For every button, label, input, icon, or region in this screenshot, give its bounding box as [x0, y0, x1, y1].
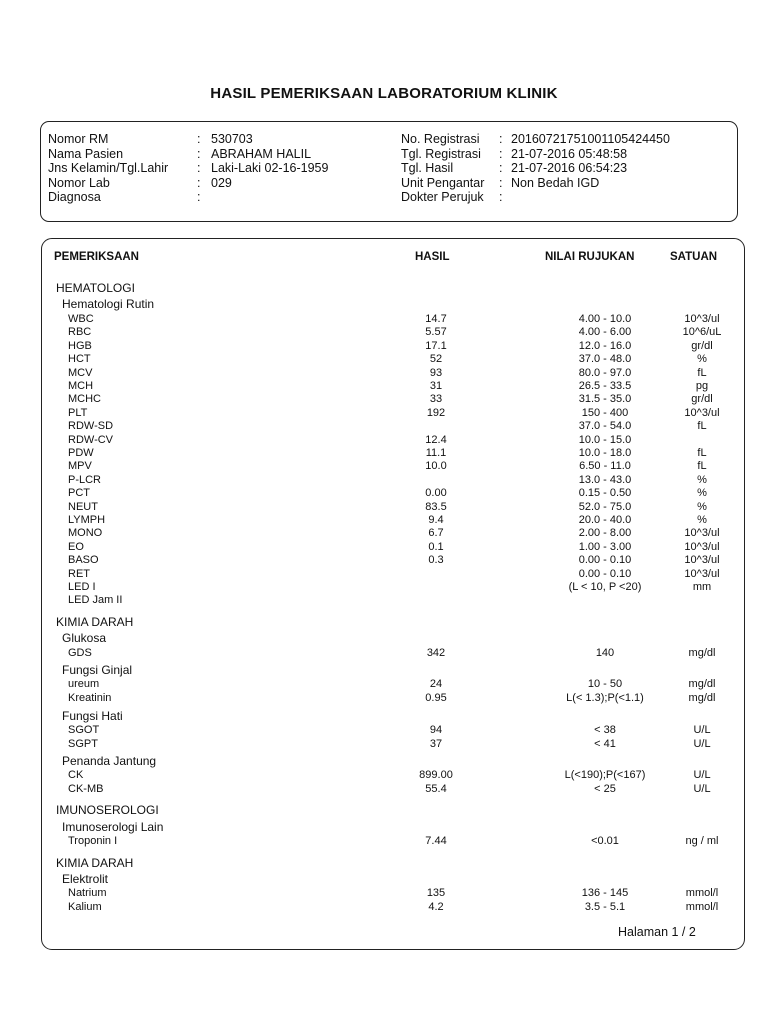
test-unit: %: [697, 353, 707, 366]
test-reference: 0.00 - 0.10: [578, 554, 632, 567]
test-result: 93: [429, 366, 443, 379]
test-name: HCT: [68, 353, 91, 366]
patient-info-row: [48, 190, 728, 204]
section-kimia-darah-2: KIMIA DARAH: [56, 856, 134, 870]
info-label: Nomor Lab: [48, 176, 110, 190]
info-colon: :: [197, 132, 201, 146]
test-result: 9.4: [428, 514, 444, 526]
table-row: [0, 724, 768, 737]
test-reference: 37.0 - 48.0: [578, 353, 632, 366]
test-result: 94: [429, 724, 443, 736]
section-imunoserologi: IMUNOSEROLOGI: [56, 803, 159, 817]
test-name: CK: [68, 769, 84, 781]
test-result: 5.57: [425, 326, 447, 339]
subsection-glukosa: Glukosa: [62, 631, 107, 645]
test-unit: %: [697, 514, 707, 526]
patient-info-row: [48, 161, 728, 175]
info-colon-2: :: [499, 132, 503, 146]
test-unit: fL: [697, 420, 707, 433]
test-unit: mg/dl: [688, 647, 716, 659]
subsection-fungsi-hati: Fungsi Hati: [62, 709, 123, 723]
test-result: 7.44: [425, 835, 447, 847]
test-result: 55.4: [425, 783, 447, 795]
test-result: 342: [426, 647, 446, 659]
test-name: RET: [68, 567, 90, 580]
test-reference: 4.00 - 6.00: [578, 326, 632, 339]
test-name: Kalium: [68, 901, 102, 913]
table-row: [0, 313, 768, 326]
table-row: [0, 554, 768, 567]
test-name: GDS: [68, 647, 92, 659]
info-colon: :: [197, 147, 201, 161]
test-reference: < 41: [594, 738, 616, 750]
test-result: 6.7: [428, 527, 444, 540]
test-reference: 10.0 - 18.0: [578, 447, 632, 459]
subsection-elektrolit: Elektrolit: [62, 872, 109, 886]
test-name: PCT: [68, 487, 90, 500]
table-row: [0, 594, 768, 607]
test-name: Natrium: [68, 887, 107, 899]
table-row: [0, 738, 768, 751]
table-row: [0, 678, 768, 691]
test-reference: 52.0 - 75.0: [578, 500, 632, 513]
table-row: [0, 420, 768, 433]
test-reference: 6.50 - 11.0: [579, 460, 631, 473]
test-name: SGPT: [68, 738, 98, 750]
subsection-imunoserologi-lain: Imunoserologi Lain: [62, 820, 164, 834]
test-unit: fL: [697, 366, 707, 379]
header-pemeriksaan: PEMERIKSAAN: [54, 251, 139, 263]
table-row: [0, 380, 768, 393]
table-row: [0, 434, 768, 447]
test-result: 24: [429, 678, 443, 690]
test-unit: gr/dl: [691, 393, 713, 406]
test-unit: 10^3/ul: [684, 406, 720, 419]
test-name: ureum: [68, 678, 100, 690]
table-row: [0, 514, 768, 527]
test-name: EO: [68, 540, 84, 553]
info-colon: :: [197, 190, 201, 204]
test-reference: 2.00 - 8.00: [578, 527, 632, 540]
info-label-2: Tgl. Hasil: [401, 161, 454, 175]
test-name: P-LCR: [68, 473, 102, 486]
test-name: LED Jam II: [68, 594, 123, 607]
info-label-2: Unit Pengantar: [401, 176, 485, 190]
test-unit: U/L: [693, 724, 711, 736]
table-row: [0, 887, 768, 900]
test-result: 31: [429, 380, 443, 392]
info-colon-2: :: [499, 161, 503, 175]
test-unit: mmol/l: [685, 901, 719, 913]
test-reference: 80.0 - 97.0: [578, 366, 632, 379]
test-name: CK-MB: [68, 783, 104, 795]
test-reference: 13.0 - 43.0: [578, 473, 632, 486]
test-unit: %: [697, 487, 707, 500]
test-unit: U/L: [693, 769, 711, 781]
test-unit: mm: [692, 581, 712, 593]
info-value-2: 21-07-2016 06:54:23: [511, 161, 628, 175]
test-reference: 0.00 - 0.10: [578, 567, 632, 580]
test-result: 0.95: [425, 692, 447, 704]
test-name: MCV: [68, 366, 93, 379]
test-reference: 12.0 - 16.0: [578, 339, 632, 352]
info-value: ABRAHAM HALIL: [211, 147, 312, 161]
test-unit: 10^3/ul: [684, 313, 720, 325]
test-result: 17.1: [425, 339, 447, 352]
table-row: [0, 474, 768, 487]
test-name: MCH: [68, 380, 94, 392]
test-unit: U/L: [693, 738, 711, 750]
test-unit: U/L: [693, 783, 711, 795]
test-unit: mmol/l: [685, 887, 719, 899]
test-reference: L(<190);P(<167): [564, 769, 646, 781]
subsection-penanda-jantung: Penanda Jantung: [62, 754, 157, 768]
table-row: [0, 326, 768, 339]
test-unit: %: [697, 473, 707, 486]
test-reference: <0.01: [591, 835, 619, 847]
test-reference: 140: [595, 647, 615, 659]
test-result: 12.4: [425, 433, 447, 446]
test-reference: L(< 1.3);P(<1.1): [566, 692, 644, 704]
test-unit: 10^3/ul: [684, 540, 720, 553]
table-row: [0, 460, 768, 473]
table-row: [0, 393, 768, 406]
table-row: [0, 527, 768, 540]
test-name: PLT: [68, 406, 88, 419]
table-row: [0, 692, 768, 705]
test-result: 33: [429, 393, 443, 406]
test-name: Troponin I: [68, 835, 118, 847]
test-result: 52: [429, 353, 443, 366]
subsection-hematologi-rutin: Hematologi Rutin: [62, 297, 155, 311]
patient-info-row: [48, 147, 728, 161]
info-value-2: 21-07-2016 05:48:58: [511, 147, 628, 161]
test-reference: < 38: [594, 724, 616, 736]
test-result: 899.00: [419, 769, 453, 781]
test-name: SGOT: [68, 724, 100, 736]
test-reference: 10.0 - 15.0: [578, 433, 632, 446]
table-row: [0, 647, 768, 660]
info-colon-2: :: [499, 190, 503, 204]
test-name: MCHC: [68, 393, 101, 406]
test-unit: fL: [697, 447, 707, 459]
test-unit: 10^3/ul: [684, 527, 720, 540]
test-name: RDW-SD: [68, 420, 114, 433]
info-value: 530703: [211, 132, 253, 146]
test-name: LYMPH: [68, 514, 106, 526]
header-nilai-rujukan: NILAI RUJUKAN: [545, 251, 635, 263]
info-label-2: Tgl. Registrasi: [401, 147, 481, 161]
test-name: PDW: [68, 447, 94, 459]
test-name: HGB: [68, 339, 92, 352]
test-reference: 3.5 - 5.1: [584, 901, 626, 913]
table-row: [0, 783, 768, 796]
test-unit: pg: [695, 380, 709, 392]
test-name: Kreatinin: [68, 692, 112, 704]
table-row: [0, 769, 768, 782]
test-result: 83.5: [425, 500, 447, 513]
test-name: LED I: [68, 581, 96, 593]
table-row: [0, 487, 768, 500]
info-label: Diagnosa: [48, 190, 101, 204]
test-name: MONO: [68, 527, 103, 540]
test-result: 0.00: [425, 487, 447, 500]
test-name: NEUT: [68, 500, 98, 513]
info-value: Laki-Laki 02-16-1959: [211, 161, 329, 175]
table-row: [0, 501, 768, 514]
test-result: 192: [426, 406, 446, 419]
info-value-2: Non Bedah IGD: [511, 176, 600, 190]
table-row: [0, 835, 768, 848]
test-reference: 136 - 145: [581, 887, 629, 899]
test-reference: 0.15 - 0.50: [578, 487, 632, 500]
test-unit: 10^6/uL: [682, 326, 722, 339]
table-row: [0, 541, 768, 554]
test-result: 4.2: [428, 901, 444, 913]
test-result: 14.7: [425, 313, 447, 325]
test-reference: 1.00 - 3.00: [578, 540, 632, 553]
info-colon-2: :: [499, 147, 503, 161]
info-colon-2: :: [499, 176, 503, 190]
table-row: [0, 407, 768, 420]
test-result: 10.0: [425, 460, 447, 473]
info-label-2: No. Registrasi: [401, 132, 480, 146]
test-reference: 37.0 - 54.0: [578, 420, 632, 433]
header-satuan: SATUAN: [670, 251, 718, 263]
test-unit: %: [697, 500, 707, 513]
info-label-2: Dokter Perujuk: [401, 190, 484, 204]
info-label: Nomor RM: [48, 132, 109, 146]
test-reference: < 25: [594, 783, 616, 795]
test-unit: gr/dl: [691, 339, 713, 352]
test-reference: 26.5 - 33.5: [578, 380, 632, 392]
info-label: Jns Kelamin/Tgl.Lahir: [48, 161, 169, 175]
info-colon: :: [197, 161, 201, 175]
test-unit: 10^3/ul: [684, 567, 720, 580]
test-result: 37: [429, 738, 443, 750]
patient-info-row: [48, 176, 728, 190]
patient-info-row: [48, 132, 728, 146]
test-unit: mg/dl: [688, 692, 716, 704]
test-unit: mg/dl: [688, 678, 716, 690]
info-value: 029: [211, 176, 232, 190]
test-reference: 10 - 50: [587, 678, 623, 690]
info-label: Nama Pasien: [48, 147, 124, 161]
table-row: [0, 901, 768, 914]
test-result: 11.1: [425, 447, 447, 459]
info-value-2: 20160721751001105424450: [511, 132, 670, 146]
section-kimia-darah: KIMIA DARAH: [56, 615, 134, 629]
test-reference: 31.5 - 35.0: [578, 393, 632, 406]
test-unit: 10^3/ul: [684, 554, 720, 567]
test-result: 135: [426, 887, 446, 899]
table-row: [0, 568, 768, 581]
test-name: RBC: [68, 326, 92, 339]
test-name: WBC: [68, 313, 94, 325]
table-row: [0, 367, 768, 380]
test-reference: (L < 10, P <20): [568, 581, 642, 593]
header-hasil: HASIL: [415, 251, 450, 263]
table-row: [0, 340, 768, 353]
page-number: Halaman 1 / 2: [618, 925, 696, 939]
table-row: [0, 353, 768, 366]
test-name: BASO: [68, 554, 99, 567]
test-result: 0.3: [428, 554, 444, 567]
table-row: [0, 581, 768, 594]
test-name: RDW-CV: [68, 433, 114, 446]
table-row: [0, 447, 768, 460]
test-unit: fL: [697, 460, 707, 473]
section-hematologi: HEMATOLOGI: [56, 281, 135, 295]
test-reference: 150 - 400: [581, 406, 629, 419]
info-colon: :: [197, 176, 201, 190]
test-reference: 4.00 - 10.0: [578, 313, 632, 325]
page-title: HASIL PEMERIKSAAN LABORATORIUM KLINIK: [210, 85, 558, 102]
test-result: 0.1: [428, 540, 444, 553]
test-reference: 20.0 - 40.0: [578, 514, 632, 526]
subsection-fungsi-ginjal: Fungsi Ginjal: [62, 663, 133, 677]
test-name: MPV: [68, 460, 92, 473]
test-unit: ng / ml: [685, 835, 719, 847]
